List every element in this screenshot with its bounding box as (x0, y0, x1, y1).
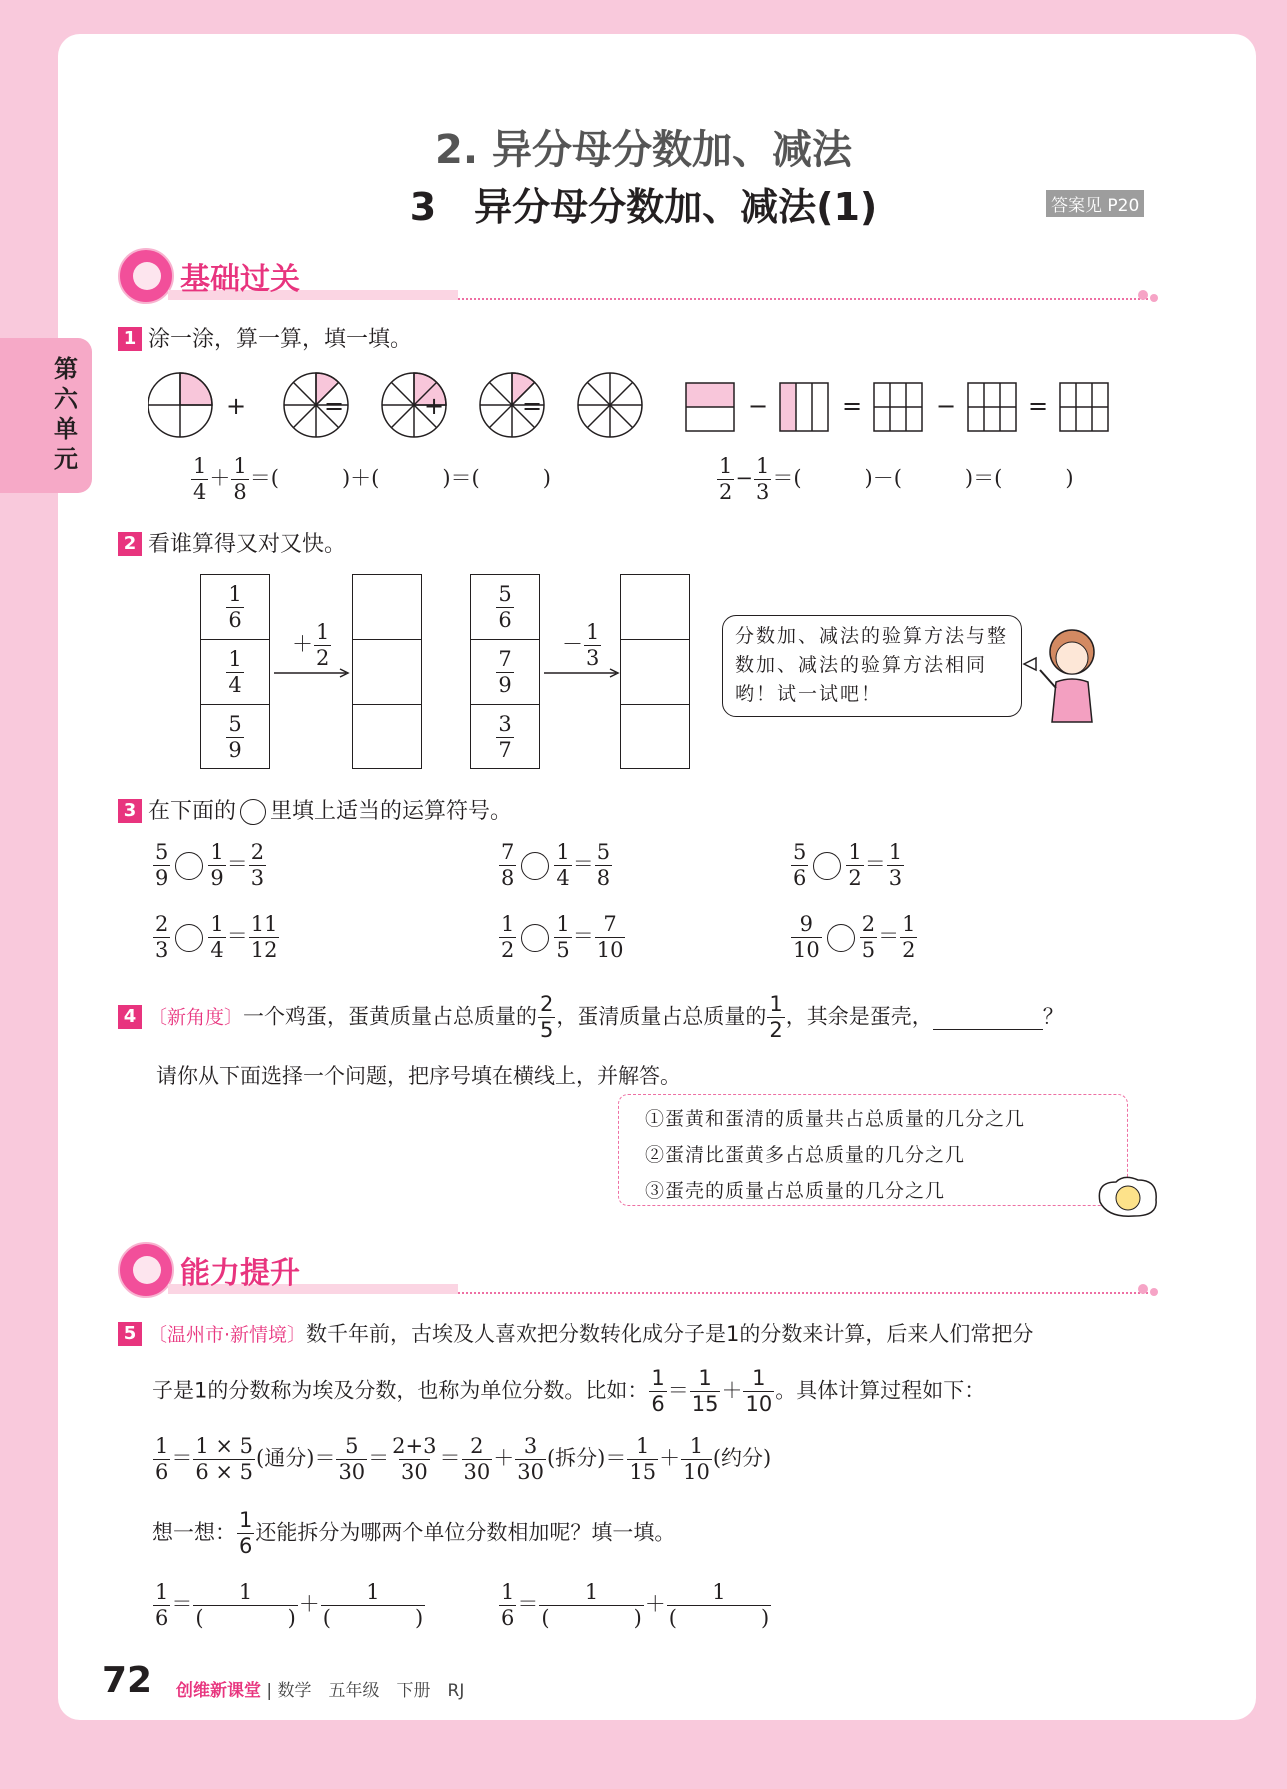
q5-think-prompt: 想一想： $\frac{1}{6}$ 还能拆分为哪两个单位分数相加呢？填一填。 (152, 1508, 676, 1558)
fraction: $\frac{1}{2}$ (719, 454, 733, 504)
answer-blank[interactable]: $\frac{1}{( )}$ (668, 1580, 770, 1630)
fraction: $\frac{1}{4}$ (193, 454, 207, 504)
answer-blank[interactable]: $\frac{1}{( )}$ (195, 1580, 296, 1630)
q3-item-5: $\frac{1}{2}$ $\frac{1}{5}$ ＝ $\frac{7}{10}$ (501, 912, 624, 962)
blank-expression: ＝( )－( )＝( ) (772, 466, 1074, 490)
egg-icon (1094, 1172, 1164, 1220)
svg-text:+: + (226, 392, 247, 420)
q3-item-3: $\frac{5}{6}$ $\frac{1}{2}$ ＝ $\frac{1}{3}$ (793, 840, 903, 890)
q5-blank-equation-1: $\frac{1}{6}$ ＝ $\frac{1}{( )}$ ＋ $\frac{1}{( )}$ (155, 1580, 424, 1630)
question-4-instruction: 请你从下面选择一个问题，把序号填在横线上，并解答。 (156, 1064, 681, 1088)
question-2 (118, 527, 346, 558)
question-tag: 〔新角度〕 (148, 1006, 244, 1029)
operator-circle[interactable] (175, 852, 203, 880)
arrow-icon (272, 666, 352, 680)
q3-item-4: $\frac{2}{3}$ $\frac{1}{4}$ ＝ $\frac{11}{12}$ (155, 912, 278, 962)
q1-figures (148, 365, 1148, 445)
girl-illustration-icon (1022, 622, 1112, 726)
section-title: 基础过关 (180, 262, 300, 297)
avatar-icon (118, 248, 174, 304)
answer-blank[interactable]: $\frac{1}{( )}$ (322, 1580, 424, 1630)
q2-left-operator: ＋ $\frac{1}{2}$ (292, 620, 330, 670)
q1-right-equation: $\frac{1}{2}$ − $\frac{1}{3}$ ＝( )－( )＝( ) (719, 454, 1074, 504)
answer-reference-badge: 答案见 P20 (1046, 190, 1144, 217)
question-number: 5 (118, 1322, 142, 1346)
unit-tab (0, 338, 92, 493)
option-2[interactable]: ②蛋清比蛋黄多占总质量的几分之几 (645, 1144, 966, 1166)
question-number: 2 (118, 532, 142, 556)
q4-options-box (618, 1094, 1128, 1206)
svg-text:−: − (936, 392, 957, 420)
question-number: 1 (118, 327, 142, 351)
page-number: 72 (102, 1660, 153, 1701)
question-text: 看谁算得又对又快。 (148, 532, 347, 557)
q3-item-2: $\frac{7}{8}$ $\frac{1}{4}$ ＝ $\frac{5}{8}$ (501, 840, 611, 890)
q2-left-input-column: $\frac{1}{6}$ $\frac{1}{4}$ $\frac{5}{9}$ (200, 574, 270, 769)
q2-right-input-column: $\frac{5}{6}$ $\frac{7}{9}$ $\frac{3}{7}$ (470, 574, 540, 769)
question-number: 3 (118, 799, 142, 823)
q2-left-answer-column[interactable] (352, 574, 422, 769)
blank-expression: ＝( )＋( )＝( ) (249, 466, 551, 490)
hint-speech-bubble: 分数加、减法的验算方法与整数加、减法的验算方法相同哟！试一试吧！ (722, 615, 1022, 717)
question-4: 4 〔新角度〕一个鸡蛋，蛋黄质量占总质量的 $\frac{2}{5}$ ，蛋清质量占总质量的 $\frac{1}{2}$ ，其余是蛋壳， ？ (118, 994, 1064, 1041)
question-5-line-2: 子是1的分数称为埃及分数，也称为单位分数。比如： $\frac{1}{6}$ ＝ $\frac{1}{15}$ ＋ $\frac{1}{10}$ 。具体计算过程如下： (152, 1366, 986, 1416)
avatar-icon (118, 1242, 174, 1298)
section-header-advanced (118, 1242, 1158, 1302)
page-subtitle: 3 异分母分数加、减法(1) (409, 185, 878, 229)
q3-item-1: $\frac{5}{9}$ $\frac{1}{9}$ ＝ $\frac{2}{3}$ (155, 840, 265, 890)
option-3[interactable]: ③蛋壳的质量占总质量的几分之几 (645, 1180, 946, 1202)
q2-right-answer-column[interactable] (620, 574, 690, 769)
page-title: 2. 异分母分数加、减法 (435, 127, 852, 173)
svg-text:=: = (522, 392, 543, 420)
section-title: 能力提升 (180, 1256, 300, 1291)
q3-item-6: $\frac{9}{10}$ $\frac{2}{5}$ ＝ $\frac{1}{2}$ (793, 912, 916, 962)
operator-circle[interactable] (813, 852, 841, 880)
question-text: 涂一涂，算一算，填一填。 (148, 327, 413, 352)
fraction: $\frac{1}{8}$ (233, 454, 247, 504)
operator-circle[interactable] (827, 924, 855, 952)
fraction: $\frac{1}{3}$ (755, 454, 770, 504)
svg-text:=: = (1028, 392, 1049, 420)
question-5: 5 〔温州市·新情境〕数千年前，古埃及人喜欢把分数转化成分子是1的分数来计算，后来人们常把分 (118, 1318, 1033, 1348)
q5-blank-equation-2: $\frac{1}{6}$ ＝ $\frac{1}{( )}$ ＋ $\frac{1}{( )}$ (501, 1580, 770, 1630)
arrow-icon (542, 666, 622, 680)
brand-name: 创维新课堂 (176, 1681, 261, 1701)
footer-info: 创维新课堂 | 数学 五年级 下册 RJ (176, 1681, 465, 1701)
q1-left-equation: $\frac{1}{4}$ ＋ $\frac{1}{8}$ ＝( )＋( )＝( ) (193, 454, 551, 504)
svg-text:+: + (424, 392, 445, 420)
answer-blank[interactable]: $\frac{1}{( )}$ (541, 1580, 642, 1630)
operator-circle[interactable] (175, 924, 203, 952)
unit-tab-label: 第六单元 (54, 355, 78, 473)
svg-text:−: − (748, 392, 769, 420)
option-1[interactable]: ①蛋黄和蛋清的质量共占总质量的几分之几 (645, 1108, 1026, 1130)
operator-circle[interactable] (521, 924, 549, 952)
question-number: 4 (118, 1005, 142, 1029)
answer-blank-line[interactable] (933, 1005, 1043, 1030)
question-3: 3 在下面的 里填上适当的运算符号。 (118, 794, 512, 825)
operator-circle[interactable] (521, 852, 549, 880)
book-info: 数学 五年级 下册 RJ (277, 1681, 465, 1701)
circle-icon (240, 799, 266, 825)
svg-text:=: = (842, 392, 863, 420)
svg-text:=: = (324, 392, 345, 420)
question-1 (118, 322, 412, 353)
question-tag: 〔温州市·新情境〕 (148, 1324, 307, 1346)
section-header-basic (118, 248, 1158, 308)
q5-worked-calculation: $\frac{1}{6}$ ＝ $\frac{1 \times 5}{6 \times 5}$ (通分)＝ $\frac{5}{30}$ ＝ $\frac{2+3}{30}$ ＝ $\frac{2}{30}$ ＋ $\frac{3}{30}$ (拆分)＝ $\frac{1}{15}$ ＋ $\frac{1}{10}$ (约分) (155, 1434, 772, 1484)
q2-right-operator: － $\frac{1}{3}$ (562, 620, 600, 670)
